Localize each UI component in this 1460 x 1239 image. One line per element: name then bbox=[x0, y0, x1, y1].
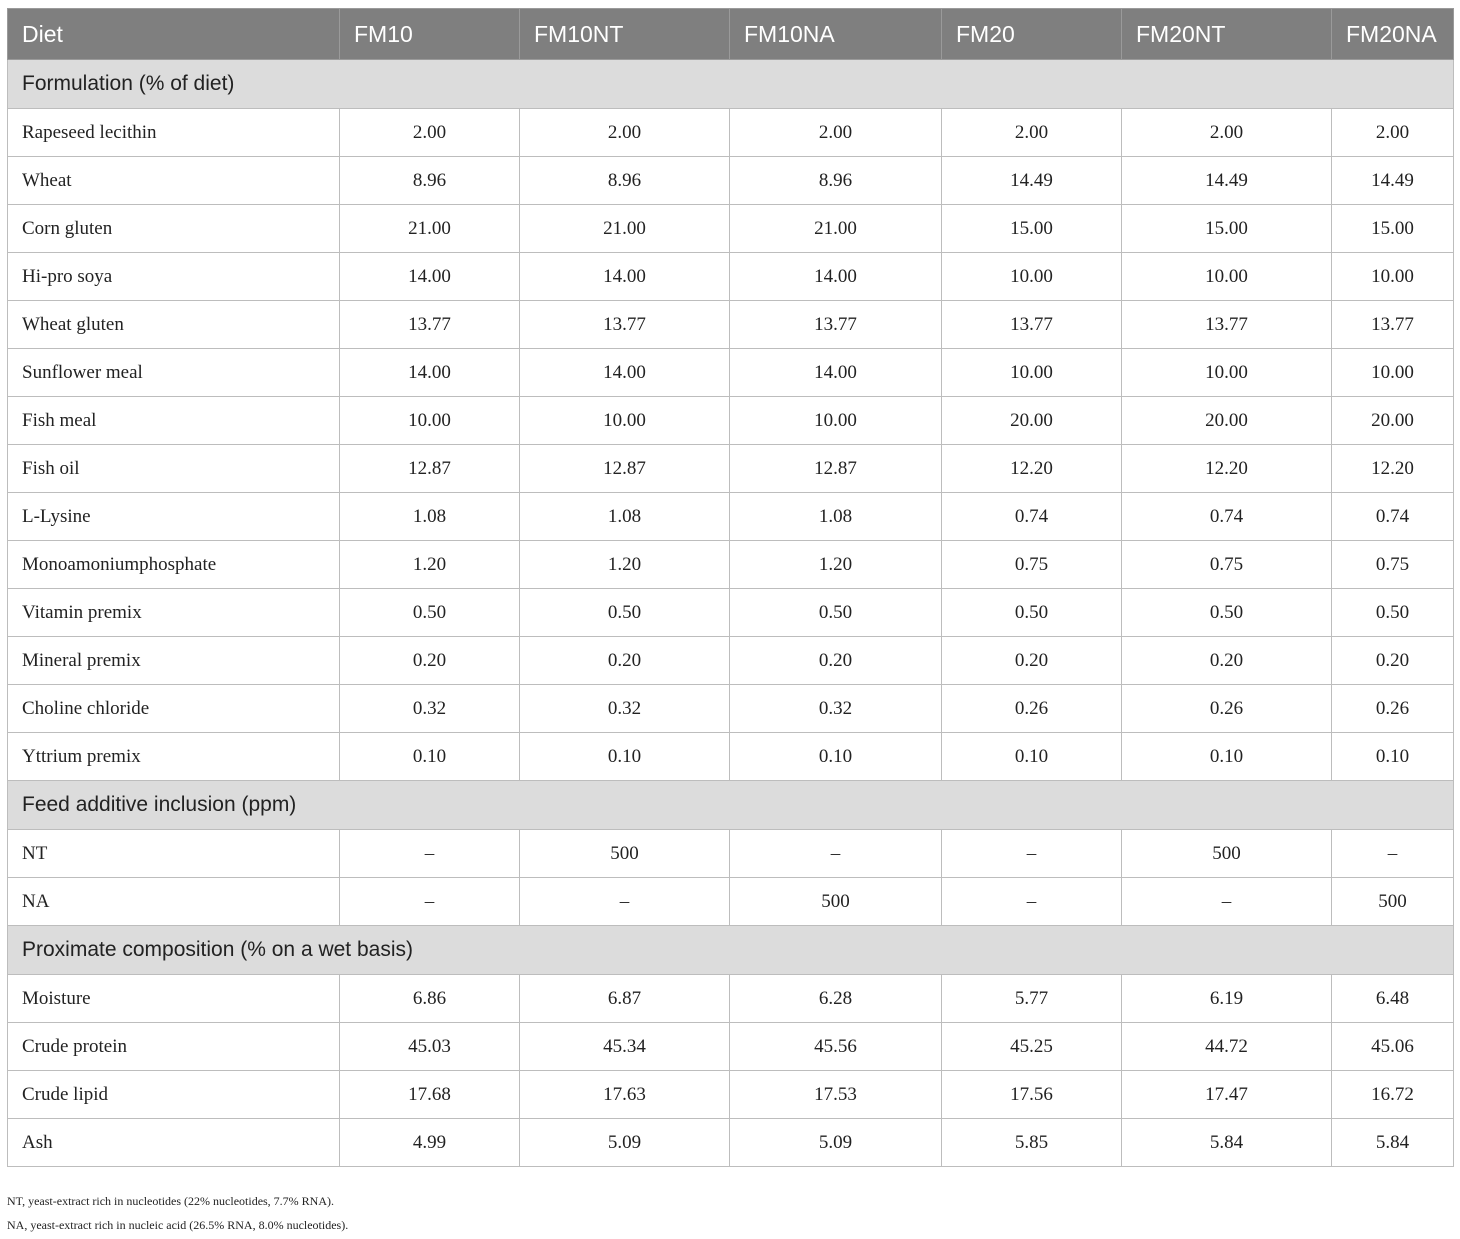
cell-fm20nt: 17.47 bbox=[1122, 1071, 1332, 1119]
table-row bbox=[8, 493, 1454, 541]
cell-fm20nt: 0.50 bbox=[1122, 589, 1332, 637]
cell-fm10na: 0.10 bbox=[730, 733, 942, 781]
cell-fm20nt: 0.26 bbox=[1122, 685, 1332, 733]
cell-fm10nt: 0.10 bbox=[520, 733, 730, 781]
cell-fm20na: 10.00 bbox=[1332, 349, 1454, 397]
cell-fm10na: 5.09 bbox=[730, 1119, 942, 1167]
cell-fm10: 0.20 bbox=[340, 637, 520, 685]
cell-fm20nt: 12.20 bbox=[1122, 445, 1332, 493]
cell-fm10na: 17.53 bbox=[730, 1071, 942, 1119]
cell-fm20nt: 10.00 bbox=[1122, 349, 1332, 397]
cell-fm20nt: 5.84 bbox=[1122, 1119, 1332, 1167]
header-fm10: FM10 bbox=[340, 9, 520, 60]
diet-composition-table bbox=[7, 8, 1454, 1167]
cell-fm20: 0.75 bbox=[942, 541, 1122, 589]
table-row bbox=[8, 878, 1454, 926]
cell-fm20: 13.77 bbox=[942, 301, 1122, 349]
table-row bbox=[8, 733, 1454, 781]
cell-fm20na: 0.50 bbox=[1332, 589, 1454, 637]
header-fm20: FM20 bbox=[942, 9, 1122, 60]
table-row bbox=[8, 685, 1454, 733]
cell-fm10: 0.10 bbox=[340, 733, 520, 781]
header-fm20na: FM20NA bbox=[1332, 9, 1454, 60]
cell-fm20na: 10.00 bbox=[1332, 253, 1454, 301]
cell-fm10na: – bbox=[730, 830, 942, 878]
cell-fm20na: 0.74 bbox=[1332, 493, 1454, 541]
table-row bbox=[8, 349, 1454, 397]
row-label: Ash bbox=[8, 1119, 340, 1167]
cell-fm10na: 8.96 bbox=[730, 157, 942, 205]
section-title: Proximate composition (% on a wet basis) bbox=[8, 926, 1454, 975]
cell-fm10nt: 12.87 bbox=[520, 445, 730, 493]
row-label: Wheat gluten bbox=[8, 301, 340, 349]
cell-fm20: 20.00 bbox=[942, 397, 1122, 445]
cell-fm20: – bbox=[942, 830, 1122, 878]
section-title: Formulation (% of diet) bbox=[8, 60, 1454, 109]
cell-fm10na: 12.87 bbox=[730, 445, 942, 493]
table-row bbox=[8, 397, 1454, 445]
cell-fm10nt: 2.00 bbox=[520, 109, 730, 157]
cell-fm20nt: 0.20 bbox=[1122, 637, 1332, 685]
cell-fm10: 10.00 bbox=[340, 397, 520, 445]
row-label: Choline chloride bbox=[8, 685, 340, 733]
cell-fm10nt: – bbox=[520, 878, 730, 926]
row-label: Corn gluten bbox=[8, 205, 340, 253]
section-row bbox=[8, 781, 1454, 830]
cell-fm10nt: 13.77 bbox=[520, 301, 730, 349]
cell-fm20nt: 14.49 bbox=[1122, 157, 1332, 205]
table-row bbox=[8, 157, 1454, 205]
table-row bbox=[8, 541, 1454, 589]
cell-fm20na: 500 bbox=[1332, 878, 1454, 926]
table-row bbox=[8, 830, 1454, 878]
section-title: Feed additive inclusion (ppm) bbox=[8, 781, 1454, 830]
cell-fm20: 10.00 bbox=[942, 349, 1122, 397]
row-label: Crude protein bbox=[8, 1023, 340, 1071]
footnotes bbox=[7, 1188, 1453, 1238]
cell-fm10nt: 0.20 bbox=[520, 637, 730, 685]
row-label: Monoamoniumphosphate bbox=[8, 541, 340, 589]
cell-fm10nt: 14.00 bbox=[520, 349, 730, 397]
cell-fm10nt: 0.50 bbox=[520, 589, 730, 637]
cell-fm10: – bbox=[340, 878, 520, 926]
cell-fm10nt: 17.63 bbox=[520, 1071, 730, 1119]
cell-fm10: 6.86 bbox=[340, 975, 520, 1023]
header-fm20nt: FM20NT bbox=[1122, 9, 1332, 60]
cell-fm10: 45.03 bbox=[340, 1023, 520, 1071]
cell-fm10na: 21.00 bbox=[730, 205, 942, 253]
table-row bbox=[8, 445, 1454, 493]
cell-fm10na: 0.32 bbox=[730, 685, 942, 733]
row-label: L-Lysine bbox=[8, 493, 340, 541]
cell-fm10nt: 21.00 bbox=[520, 205, 730, 253]
cell-fm10na: 500 bbox=[730, 878, 942, 926]
cell-fm20: 15.00 bbox=[942, 205, 1122, 253]
cell-fm20na: 15.00 bbox=[1332, 205, 1454, 253]
cell-fm10: 1.08 bbox=[340, 493, 520, 541]
cell-fm10na: 1.20 bbox=[730, 541, 942, 589]
table-row bbox=[8, 637, 1454, 685]
cell-fm20nt: 44.72 bbox=[1122, 1023, 1332, 1071]
cell-fm10na: 6.28 bbox=[730, 975, 942, 1023]
cell-fm20nt: – bbox=[1122, 878, 1332, 926]
cell-fm20: 0.10 bbox=[942, 733, 1122, 781]
cell-fm10: 8.96 bbox=[340, 157, 520, 205]
row-label: NA bbox=[8, 878, 340, 926]
cell-fm20nt: 6.19 bbox=[1122, 975, 1332, 1023]
cell-fm10na: 2.00 bbox=[730, 109, 942, 157]
row-label: Sunflower meal bbox=[8, 349, 340, 397]
cell-fm20na: 20.00 bbox=[1332, 397, 1454, 445]
table-body bbox=[8, 60, 1454, 1167]
cell-fm20na: 14.49 bbox=[1332, 157, 1454, 205]
cell-fm10: 0.50 bbox=[340, 589, 520, 637]
footnote-na: NA, yeast-extract rich in nucleic acid (26.5% RNA, 8.0% nucleotides). bbox=[7, 1218, 349, 1232]
cell-fm20na: 0.20 bbox=[1332, 637, 1454, 685]
cell-fm20nt: 20.00 bbox=[1122, 397, 1332, 445]
cell-fm20: 0.50 bbox=[942, 589, 1122, 637]
cell-fm20: 0.20 bbox=[942, 637, 1122, 685]
cell-fm20nt: 2.00 bbox=[1122, 109, 1332, 157]
row-label: Wheat bbox=[8, 157, 340, 205]
cell-fm20na: 0.75 bbox=[1332, 541, 1454, 589]
cell-fm10na: 10.00 bbox=[730, 397, 942, 445]
cell-fm20: 17.56 bbox=[942, 1071, 1122, 1119]
cell-fm20: – bbox=[942, 878, 1122, 926]
cell-fm20na: 0.26 bbox=[1332, 685, 1454, 733]
cell-fm10: 1.20 bbox=[340, 541, 520, 589]
cell-fm10nt: 1.20 bbox=[520, 541, 730, 589]
section-row bbox=[8, 60, 1454, 109]
cell-fm10nt: 500 bbox=[520, 830, 730, 878]
cell-fm20nt: 0.10 bbox=[1122, 733, 1332, 781]
cell-fm20na: 0.10 bbox=[1332, 733, 1454, 781]
footnote-nt: NT, yeast-extract rich in nucleotides (22% nucleotides, 7.7% RNA). bbox=[7, 1194, 335, 1208]
cell-fm10nt: 14.00 bbox=[520, 253, 730, 301]
cell-fm20na: 16.72 bbox=[1332, 1071, 1454, 1119]
cell-fm20na: 5.84 bbox=[1332, 1119, 1454, 1167]
cell-fm10na: 0.20 bbox=[730, 637, 942, 685]
cell-fm10: 12.87 bbox=[340, 445, 520, 493]
cell-fm10nt: 8.96 bbox=[520, 157, 730, 205]
row-label: Moisture bbox=[8, 975, 340, 1023]
section-row bbox=[8, 926, 1454, 975]
cell-fm20nt: 0.74 bbox=[1122, 493, 1332, 541]
cell-fm20: 0.74 bbox=[942, 493, 1122, 541]
table-row bbox=[8, 1023, 1454, 1071]
cell-fm20nt: 500 bbox=[1122, 830, 1332, 878]
cell-fm10: 14.00 bbox=[340, 253, 520, 301]
row-label: Hi-pro soya bbox=[8, 253, 340, 301]
table-row bbox=[8, 1119, 1454, 1167]
table-row bbox=[8, 1071, 1454, 1119]
cell-fm10nt: 10.00 bbox=[520, 397, 730, 445]
cell-fm20: 45.25 bbox=[942, 1023, 1122, 1071]
cell-fm10: 14.00 bbox=[340, 349, 520, 397]
cell-fm20: 0.26 bbox=[942, 685, 1122, 733]
cell-fm10na: 1.08 bbox=[730, 493, 942, 541]
cell-fm10na: 14.00 bbox=[730, 253, 942, 301]
cell-fm10: 17.68 bbox=[340, 1071, 520, 1119]
cell-fm10: 0.32 bbox=[340, 685, 520, 733]
cell-fm10na: 0.50 bbox=[730, 589, 942, 637]
cell-fm10: – bbox=[340, 830, 520, 878]
cell-fm20na: 6.48 bbox=[1332, 975, 1454, 1023]
table-container bbox=[7, 8, 1453, 1167]
header-diet: Diet bbox=[8, 9, 340, 60]
row-label: Vitamin premix bbox=[8, 589, 340, 637]
cell-fm20: 5.85 bbox=[942, 1119, 1122, 1167]
cell-fm20na: 13.77 bbox=[1332, 301, 1454, 349]
row-label: Mineral premix bbox=[8, 637, 340, 685]
cell-fm10: 13.77 bbox=[340, 301, 520, 349]
cell-fm20: 10.00 bbox=[942, 253, 1122, 301]
cell-fm10nt: 0.32 bbox=[520, 685, 730, 733]
table-row bbox=[8, 301, 1454, 349]
table-header bbox=[8, 9, 1454, 60]
cell-fm10: 4.99 bbox=[340, 1119, 520, 1167]
cell-fm20na: – bbox=[1332, 830, 1454, 878]
header-fm10na: FM10NA bbox=[730, 9, 942, 60]
table-row bbox=[8, 253, 1454, 301]
cell-fm10na: 45.56 bbox=[730, 1023, 942, 1071]
row-label: Fish oil bbox=[8, 445, 340, 493]
table-row bbox=[8, 205, 1454, 253]
cell-fm10nt: 6.87 bbox=[520, 975, 730, 1023]
cell-fm20nt: 13.77 bbox=[1122, 301, 1332, 349]
cell-fm10nt: 1.08 bbox=[520, 493, 730, 541]
row-label: Crude lipid bbox=[8, 1071, 340, 1119]
cell-fm20nt: 10.00 bbox=[1122, 253, 1332, 301]
cell-fm20: 2.00 bbox=[942, 109, 1122, 157]
row-label: Rapeseed lecithin bbox=[8, 109, 340, 157]
cell-fm20na: 12.20 bbox=[1332, 445, 1454, 493]
cell-fm10na: 14.00 bbox=[730, 349, 942, 397]
header-row bbox=[8, 9, 1454, 60]
row-label: Yttrium premix bbox=[8, 733, 340, 781]
cell-fm20nt: 0.75 bbox=[1122, 541, 1332, 589]
row-label: Fish meal bbox=[8, 397, 340, 445]
cell-fm20: 5.77 bbox=[942, 975, 1122, 1023]
cell-fm10na: 13.77 bbox=[730, 301, 942, 349]
table-row bbox=[8, 109, 1454, 157]
cell-fm10: 2.00 bbox=[340, 109, 520, 157]
cell-fm10nt: 45.34 bbox=[520, 1023, 730, 1071]
table-row bbox=[8, 975, 1454, 1023]
cell-fm20nt: 15.00 bbox=[1122, 205, 1332, 253]
cell-fm20na: 2.00 bbox=[1332, 109, 1454, 157]
table-row bbox=[8, 589, 1454, 637]
row-label: NT bbox=[8, 830, 340, 878]
cell-fm10nt: 5.09 bbox=[520, 1119, 730, 1167]
cell-fm20na: 45.06 bbox=[1332, 1023, 1454, 1071]
cell-fm10: 21.00 bbox=[340, 205, 520, 253]
cell-fm20: 14.49 bbox=[942, 157, 1122, 205]
cell-fm20: 12.20 bbox=[942, 445, 1122, 493]
header-fm10nt: FM10NT bbox=[520, 9, 730, 60]
